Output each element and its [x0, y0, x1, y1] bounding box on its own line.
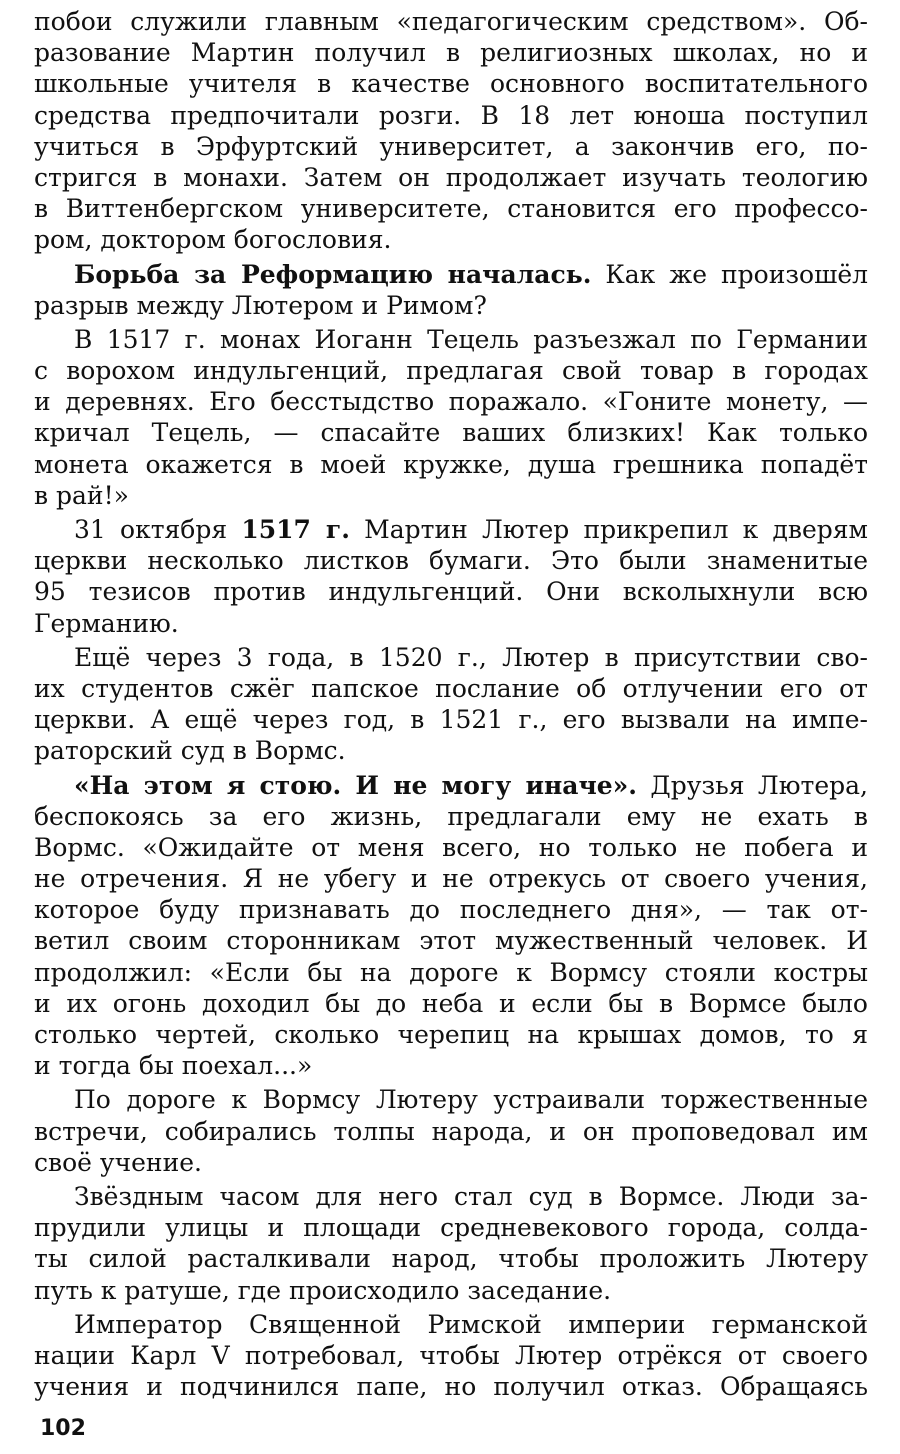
text-line: монета окажется в моей кружке, душа грешника попадёт	[34, 449, 868, 479]
text-line: Император Священной Римской империи германской	[74, 1309, 868, 1339]
text-line: средства предпочитали розги. В 18 лет юноша поступил	[34, 100, 868, 130]
text-line: прудили улицы и площади средневекового города, солда-	[34, 1213, 868, 1243]
text-line: Ещё через 3 года, в 1520 г., Лютер в присутствии сво-	[74, 642, 868, 672]
text-line: нации Карл V потребовал, чтобы Лютер отрёкся от своего	[34, 1340, 868, 1370]
text-line: разрыв между Лютером и Римом?	[34, 290, 487, 320]
text-line: учения и подчинился папе, но получил отказ. Обращаясь	[34, 1372, 868, 1402]
text-line: и тогда бы поехал...»	[34, 1051, 313, 1081]
text-line: в Виттенбергском университете, становится его профессо-	[34, 194, 868, 224]
text-line: ты силой расталкивали народ, чтобы проложить Лютеру	[34, 1244, 868, 1274]
text-line: беспокоясь за его жизнь, предлагали ему не ехать в	[34, 801, 868, 831]
text-line: учиться в Эрфуртский университет, а закончив его, по-	[34, 131, 868, 161]
text-line: церкви несколько листков бумаги. Это были знаменитые	[34, 546, 868, 576]
paragraph	[34, 1181, 868, 1306]
text-line: столько чертей, сколько черепиц на крышах домов, то я	[34, 1020, 868, 1049]
text-line: кричал Тецель, — спасайте ваших близких! Как только	[34, 418, 868, 448]
page-body	[34, 6, 868, 1402]
text-fragment: Мартин Лютер прикрепил к дверям	[349, 515, 869, 544]
text-line: В 1517 г. монах Иоганн Тецель разъезжал по Германии	[74, 324, 868, 354]
section-heading: «На этом я стою. И не могу иначе».	[74, 770, 638, 800]
paragraph	[34, 259, 868, 321]
text-line: с ворохом индульгенций, предлагая свой товар в городах	[34, 356, 868, 386]
text-line	[34, 259, 868, 290]
paragraph	[34, 770, 868, 1082]
text-line	[34, 770, 868, 801]
text-line: путь к ратуше, где происходило заседание.	[34, 1275, 612, 1305]
text-line	[34, 514, 868, 545]
paragraph	[34, 514, 868, 639]
text-line: ветил своим сторонникам этот мужественный человек. И	[34, 926, 868, 956]
text-line: стригся в монахи. Затем он продолжает изучать теологию	[34, 162, 868, 192]
date-highlight: 1517 г.	[241, 515, 350, 544]
paragraph	[34, 642, 868, 767]
text-line: церкви. А ещё через год, в 1521 г., его вызвали на импе-	[34, 705, 868, 735]
text-line: Германию.	[34, 608, 179, 638]
text-line: ром, доктором богословия.	[34, 225, 392, 255]
text-line: Вормс. «Ожидайте от меня всего, но только не побега и	[34, 832, 868, 862]
text-line: Звёздным часом для него стал суд в Вормсе. Люди за-	[74, 1181, 868, 1211]
page-number: 102	[40, 1416, 86, 1441]
text-line: которое буду признавать до последнего дня», — так от-	[34, 895, 868, 925]
text-line: не отречения. Я не убегу и не отрекусь от своего учения,	[34, 864, 868, 894]
text-line: встречи, собирались толпы народа, и он проповедовал им	[34, 1116, 868, 1146]
paragraph	[34, 1309, 868, 1403]
text-fragment: Как же произошёл	[591, 259, 868, 289]
paragraph	[34, 1084, 868, 1178]
paragraph	[34, 324, 868, 511]
text-line: своё учение.	[34, 1147, 202, 1177]
text-line: побои служили главным «педагогическим средством». Об-	[34, 7, 868, 36]
text-line: 95 тезисов против индульгенций. Они всколыхнули всю	[34, 577, 868, 607]
text-line: и деревнях. Его бесстыдство поражало. «Гоните монету, —	[34, 387, 868, 417]
text-fragment: 31 октября	[74, 515, 242, 544]
text-line: разование Мартин получил в религиозных школах, но и	[34, 38, 868, 68]
paragraph	[34, 6, 868, 256]
text-line: раторский суд в Вормс.	[34, 736, 346, 766]
text-line: школьные учителя в качестве основного воспитательного	[34, 69, 868, 99]
text-line: в рай!»	[34, 480, 129, 510]
section-heading: Борьба за Реформацию началась.	[74, 259, 592, 289]
text-line: их студентов сжёг папское послание об отлучении его от	[34, 673, 868, 703]
text-fragment: Друзья Лютера,	[637, 770, 868, 800]
text-line: и их огонь доходил бы до неба и если бы в Вормсе было	[34, 988, 868, 1018]
text-line: продолжил: «Если бы на дороге к Вормсу стояли костры	[34, 957, 868, 987]
text-line: По дороге к Вормсу Лютеру устраивали торжественные	[74, 1085, 868, 1115]
